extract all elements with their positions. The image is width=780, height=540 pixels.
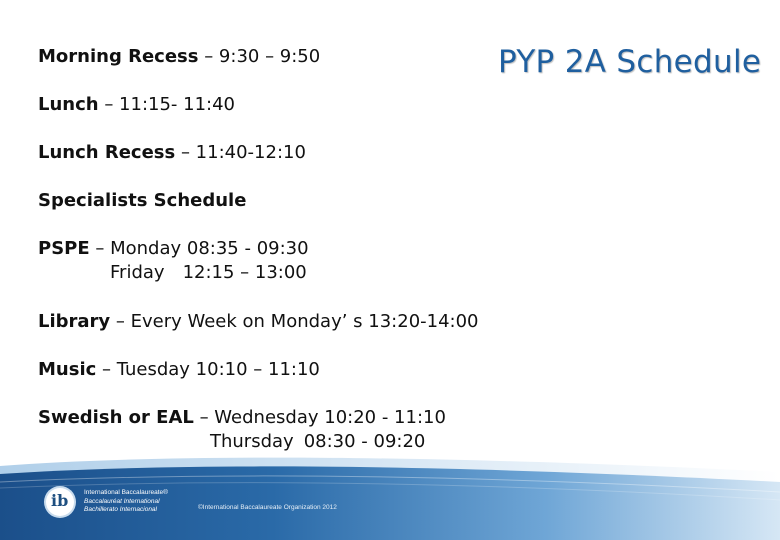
ib-logo-letters: ib [51, 491, 69, 510]
music-line [38, 359, 320, 381]
lunch-line [38, 94, 235, 116]
ib-org-names [84, 489, 168, 515]
swedish-day2-time: 08:30 - 09:20 [303, 431, 426, 452]
ib-org-line-es: Bachillerato Internacional [84, 506, 157, 513]
pspe-line [38, 238, 309, 260]
library-label: Library [38, 311, 111, 332]
morning-recess-line [38, 46, 320, 68]
music-text: – Tuesday 10:10 – 11:10 [96, 359, 320, 380]
ib-logo [46, 488, 74, 516]
swedish-day2-name: Thursday [210, 431, 294, 452]
lunch-time: – 11:15- 11:40 [98, 94, 235, 115]
pspe-day2-time: 12:15 – 13:00 [182, 262, 307, 283]
pspe-label: PSPE [38, 238, 90, 259]
lunch-recess-line [38, 142, 306, 164]
pspe-line-2 [110, 262, 307, 284]
pspe-day1: – Monday 08:35 - 09:30 [89, 238, 309, 259]
lunch-label: Lunch [38, 94, 99, 115]
copyright-notice: ©International Baccalaureate Organization 2012 [198, 504, 337, 511]
library-line [38, 311, 479, 333]
library-text: – Every Week on Monday’ s 13:20-14:00 [110, 311, 479, 332]
lunch-recess-time: – 11:40-12:10 [175, 142, 306, 163]
pspe-day2-name: Friday [110, 262, 165, 283]
lunch-recess-label: Lunch Recess [38, 142, 176, 163]
swedish-line [38, 407, 446, 429]
swedish-label: Swedish or EAL [38, 407, 194, 428]
ib-org-line-fr: Baccalauréat International [84, 497, 160, 505]
swedish-day1: – Wednesday 10:20 - 11:10 [193, 407, 446, 428]
slide-title: PYP 2A Schedule [498, 44, 762, 80]
specialists-heading: Specialists Schedule [38, 190, 247, 211]
music-label: Music [38, 359, 97, 380]
ib-org-line-en: International Baccalaureate® [84, 489, 168, 496]
morning-recess-time: – 9:30 – 9:50 [198, 46, 321, 67]
morning-recess-label: Morning Recess [38, 46, 199, 67]
